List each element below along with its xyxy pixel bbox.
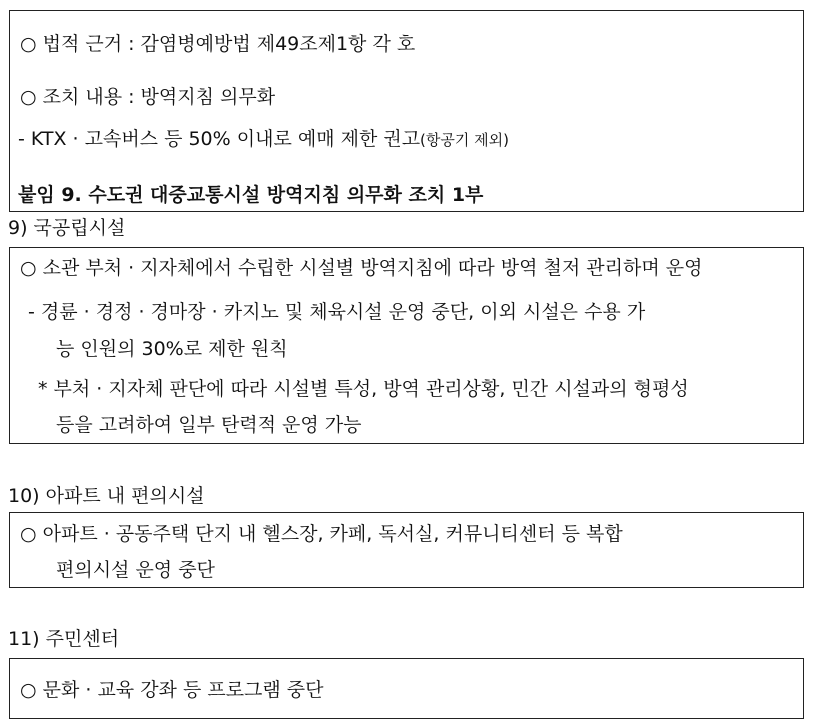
section11-line1: ○ 문화 · 교육 강좌 등 프로그램 중단 [20,679,324,701]
section9-line5: 등을 고려하여 일부 탄력적 운영 가능 [56,414,362,436]
measure-line: ○ 조치 내용 : 방역지침 의무화 [20,86,276,108]
section9-line2: - 경륜 · 경정 · 경마장 · 카지노 및 체육시설 운영 중단, 이외 시설은 수용 가 [28,301,646,323]
section10-line1: ○ 아파트 · 공동주택 단지 내 헬스장, 카페, 독서실, 커뮤니티센터 등 복합 [20,523,623,545]
ktx-note-text: (항공기 제외) [420,131,509,149]
section11-heading: 11) 주민센터 [8,628,120,650]
section9-line4: * 부처 · 지자체 판단에 따라 시설별 특성, 방역 관리상황, 민간 시설과의 형평성 [38,378,689,400]
ktx-line [18,127,509,152]
legal-basis-line: ○ 법적 근거 : 감염병예방법 제49조제1항 각 호 [20,33,416,55]
section9-line1: ○ 소관 부처 · 지자체에서 수립한 시설별 방역지침에 따라 방역 철저 관리하며 운영 [20,257,703,279]
section9-line3: 능 인원의 30%로 제한 원칙 [56,338,288,360]
section10-heading: 10) 아파트 내 편의시설 [8,485,205,507]
section9-heading: 9) 국공립시설 [8,217,126,239]
attachment-line: 붙임 9. 수도권 대중교통시설 방역지침 의무화 조치 1부 [18,184,484,206]
ktx-main-text: - KTX · 고속버스 등 50% 이내로 예매 제한 권고 [18,128,421,150]
section10-line2: 편의시설 운영 중단 [56,559,215,581]
